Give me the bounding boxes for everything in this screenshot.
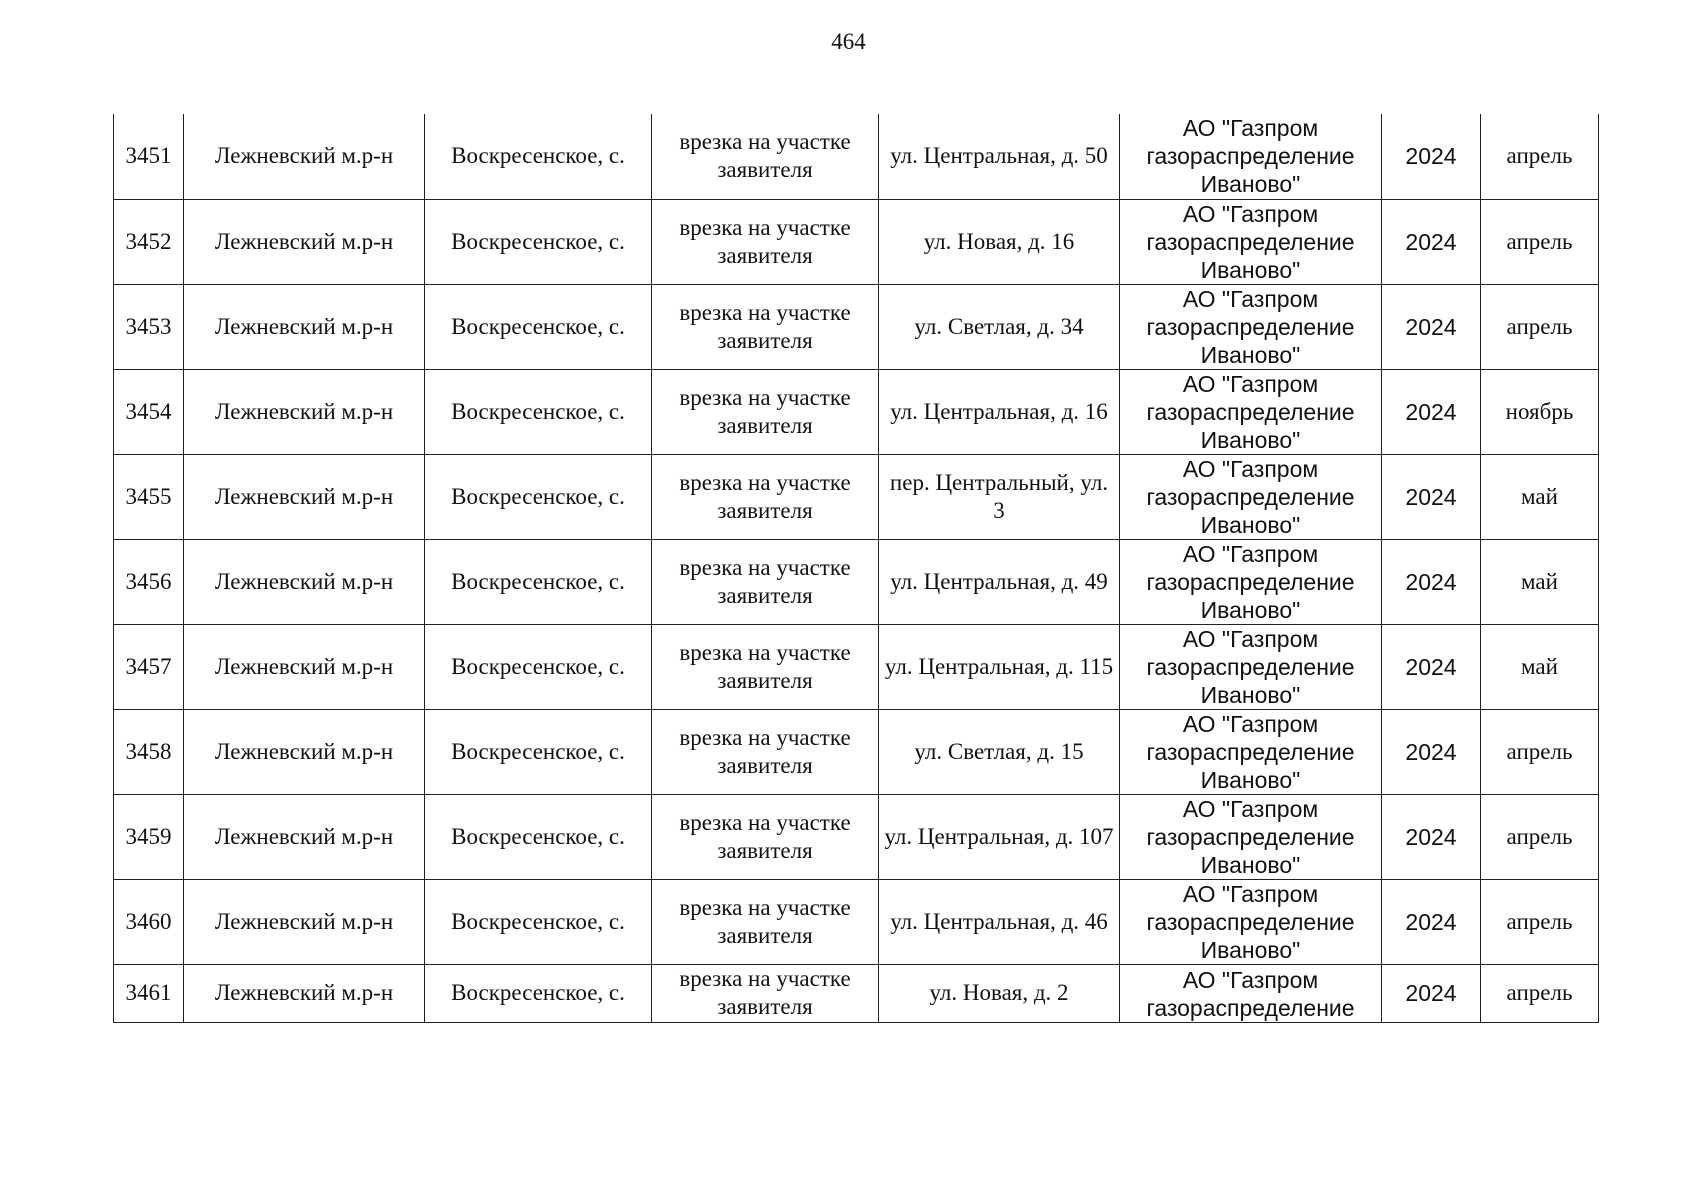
work-type-cell: врезка на участке заявителя <box>652 284 879 369</box>
table-row <box>114 454 1599 539</box>
settlement-cell: Воскресенское, с. <box>425 454 652 539</box>
table-row <box>114 879 1599 964</box>
organization-cell: АО "Газпром газораспределение Иваново" <box>1120 284 1382 369</box>
table-row <box>114 114 1599 199</box>
row-number: 3457 <box>114 624 184 709</box>
row-number: 3454 <box>114 369 184 454</box>
address-cell: ул. Центральная, д. 46 <box>879 879 1120 964</box>
year-cell: 2024 <box>1382 454 1481 539</box>
settlement-cell: Воскресенское, с. <box>425 964 652 1022</box>
settlement-cell: Воскресенское, с. <box>425 284 652 369</box>
organization-cell: АО "Газпром газораспределение Иваново" <box>1120 369 1382 454</box>
year-cell: 2024 <box>1382 794 1481 879</box>
row-number: 3459 <box>114 794 184 879</box>
organization-cell: АО "Газпром газораспределение Иваново" <box>1120 624 1382 709</box>
year-cell: 2024 <box>1382 624 1481 709</box>
year-cell: 2024 <box>1382 539 1481 624</box>
work-type-cell: врезка на участке заявителя <box>652 794 879 879</box>
table-row <box>114 624 1599 709</box>
address-cell: ул. Центральная, д. 107 <box>879 794 1120 879</box>
settlement-cell: Воскресенское, с. <box>425 369 652 454</box>
month-cell: апрель <box>1481 709 1599 794</box>
month-cell: май <box>1481 539 1599 624</box>
row-number: 3456 <box>114 539 184 624</box>
address-cell: ул. Центральная, д. 16 <box>879 369 1120 454</box>
district-cell: Лежневский м.р-н <box>184 199 425 284</box>
year-cell: 2024 <box>1382 369 1481 454</box>
row-number: 3461 <box>114 964 184 1022</box>
district-cell: Лежневский м.р-н <box>184 964 425 1022</box>
work-type-cell: врезка на участке заявителя <box>652 879 879 964</box>
year-cell: 2024 <box>1382 114 1481 199</box>
table-row <box>114 794 1599 879</box>
district-cell: Лежневский м.р-н <box>184 794 425 879</box>
address-cell: ул. Новая, д. 2 <box>879 964 1120 1022</box>
row-number: 3452 <box>114 199 184 284</box>
year-cell: 2024 <box>1382 709 1481 794</box>
district-cell: Лежневский м.р-н <box>184 539 425 624</box>
table-row <box>114 369 1599 454</box>
organization-cell: АО "Газпром газораспределение Иваново" <box>1120 709 1382 794</box>
month-cell: май <box>1481 624 1599 709</box>
work-type-cell: врезка на участке заявителя <box>652 199 879 284</box>
organization-cell: АО "Газпром газораспределение Иваново" <box>1120 794 1382 879</box>
work-type-cell: врезка на участке заявителя <box>652 114 879 199</box>
work-type-cell: врезка на участке заявителя <box>652 539 879 624</box>
organization-cell: АО "Газпром газораспределение Иваново" <box>1120 454 1382 539</box>
district-cell: Лежневский м.р-н <box>184 114 425 199</box>
month-cell: апрель <box>1481 964 1599 1022</box>
address-cell: ул. Светлая, д. 15 <box>879 709 1120 794</box>
year-cell: 2024 <box>1382 964 1481 1022</box>
district-cell: Лежневский м.р-н <box>184 454 425 539</box>
row-number: 3453 <box>114 284 184 369</box>
settlement-cell: Воскресенское, с. <box>425 114 652 199</box>
organization-cell: АО "Газпром газораспределение Иваново" <box>1120 539 1382 624</box>
address-cell: ул. Светлая, д. 34 <box>879 284 1120 369</box>
district-cell: Лежневский м.р-н <box>184 879 425 964</box>
settlement-cell: Воскресенское, с. <box>425 199 652 284</box>
settlement-cell: Воскресенское, с. <box>425 539 652 624</box>
organization-cell: АО "Газпром газораспределение <box>1120 964 1382 1022</box>
month-cell: апрель <box>1481 879 1599 964</box>
organization-cell: АО "Газпром газораспределение Иваново" <box>1120 879 1382 964</box>
organization-cell: АО "Газпром газораспределение Иваново" <box>1120 114 1382 199</box>
page-number: 464 <box>831 29 866 54</box>
month-cell: май <box>1481 454 1599 539</box>
table-row <box>114 284 1599 369</box>
table-row <box>114 539 1599 624</box>
address-cell: ул. Новая, д. 16 <box>879 199 1120 284</box>
row-number: 3460 <box>114 879 184 964</box>
row-number: 3451 <box>114 114 184 199</box>
district-cell: Лежневский м.р-н <box>184 624 425 709</box>
row-number: 3458 <box>114 709 184 794</box>
work-type-cell: врезка на участке заявителя <box>652 369 879 454</box>
work-type-cell: врезка на участке заявителя <box>652 454 879 539</box>
district-cell: Лежневский м.р-н <box>184 709 425 794</box>
settlement-cell: Воскресенское, с. <box>425 879 652 964</box>
year-cell: 2024 <box>1382 199 1481 284</box>
address-cell: ул. Центральная, д. 49 <box>879 539 1120 624</box>
month-cell: апрель <box>1481 199 1599 284</box>
work-type-cell: врезка на участке заявителя <box>652 709 879 794</box>
year-cell: 2024 <box>1382 284 1481 369</box>
year-cell: 2024 <box>1382 879 1481 964</box>
settlement-cell: Воскресенское, с. <box>425 624 652 709</box>
settlement-cell: Воскресенское, с. <box>425 794 652 879</box>
work-type-cell: врезка на участке заявителя <box>652 964 879 1022</box>
address-cell: пер. Центральный, ул. 3 <box>879 454 1120 539</box>
work-type-cell: врезка на участке заявителя <box>652 624 879 709</box>
table-row <box>114 964 1599 1022</box>
address-cell: ул. Центральная, д. 50 <box>879 114 1120 199</box>
address-cell: ул. Центральная, д. 115 <box>879 624 1120 709</box>
organization-cell: АО "Газпром газораспределение Иваново" <box>1120 199 1382 284</box>
month-cell: апрель <box>1481 794 1599 879</box>
row-number: 3455 <box>114 454 184 539</box>
district-cell: Лежневский м.р-н <box>184 284 425 369</box>
table-row <box>114 709 1599 794</box>
month-cell: апрель <box>1481 284 1599 369</box>
settlement-cell: Воскресенское, с. <box>425 709 652 794</box>
month-cell: ноябрь <box>1481 369 1599 454</box>
district-cell: Лежневский м.р-н <box>184 369 425 454</box>
month-cell: апрель <box>1481 114 1599 199</box>
table-row <box>114 199 1599 284</box>
gas-connection-register-table <box>113 114 1599 1023</box>
